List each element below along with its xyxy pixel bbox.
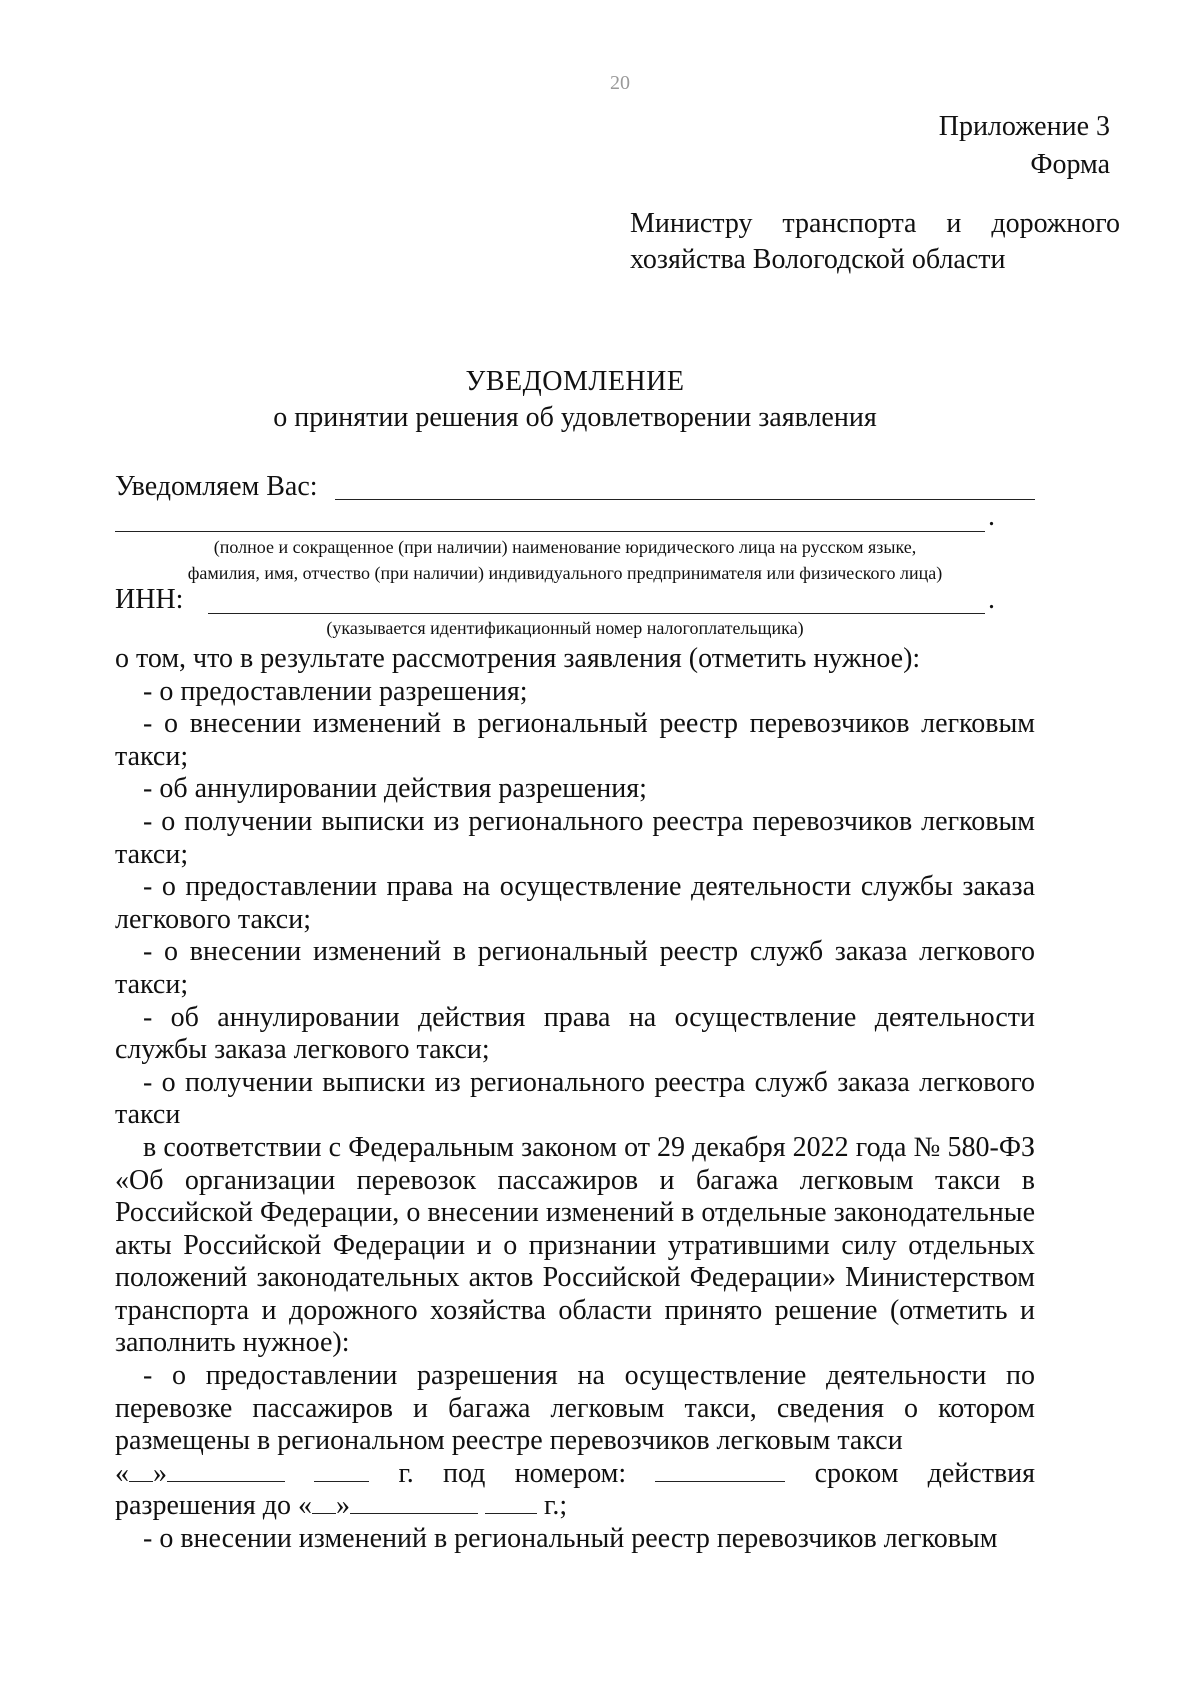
inn-caption: (указывается идентификационный номер налогоплательщика) <box>326 618 804 638</box>
notify-caption-line-2: фамилия, имя, отчество (при наличии) индивидуального предпринимателя или физического лица) <box>187 563 943 583</box>
document-subtitle: о принятии решения об удовлетворении заявления <box>273 402 877 433</box>
close-quote: » <box>153 1457 167 1489</box>
until-month-blank[interactable] <box>350 1491 478 1514</box>
annex-header <box>939 108 1110 184</box>
intro-paragraph: о том, что в результате рассмотрения заявления (отметить нужное): <box>115 643 921 674</box>
recipient-line-2: хозяйства Вологодской области <box>630 244 1006 275</box>
inn-blank-line[interactable] <box>208 583 985 614</box>
until-day-blank[interactable] <box>312 1491 336 1514</box>
list-item: - о предоставлении разрешения; <box>143 675 528 707</box>
year-label: г. <box>398 1457 414 1489</box>
until-label: разрешения до « <box>115 1490 312 1522</box>
recipient-block <box>630 206 1120 278</box>
decision-1-date-line <box>115 1458 1035 1491</box>
notify-label: Уведомляем Вас: <box>115 471 318 502</box>
body-text <box>115 643 1035 1556</box>
list-item: - о получении выписки из регионального реестра перевозчиков легковым такси; <box>115 805 1035 870</box>
form-label: Форма <box>1030 149 1110 180</box>
until-end: г.; <box>544 1490 568 1522</box>
day-blank[interactable] <box>129 1459 153 1482</box>
list-item: - о внесении изменений в региональный реестр перевозчиков легковым такси; <box>115 708 1035 772</box>
year-blank[interactable] <box>314 1459 369 1482</box>
notify-blank-line-2[interactable] <box>115 504 985 532</box>
list-item: - об аннулировании действия права на осуществление деятельности службы заказа легкового такси; <box>115 1001 1035 1066</box>
term-label: сроком действия <box>814 1457 1036 1489</box>
document-title: УВЕДОМЛЕНИЕ <box>465 366 685 397</box>
inn-label: ИНН: <box>115 584 184 615</box>
until-year-blank[interactable] <box>485 1491 537 1514</box>
list-item: - об аннулировании действия разрешения; <box>143 773 647 805</box>
list-item: - о предоставлении права на осуществление деятельности службы заказа легкового такси; <box>115 871 1035 935</box>
decision-2-paragraph: - о внесении изменений в региональный реестр перевозчиков легковым <box>143 1523 998 1555</box>
under-number-label: под номером: <box>442 1457 627 1489</box>
decision-1-paragraph: - о предоставлении разрешения на осуществление деятельности по перевозке пассажиров и багажа легковым такси, сведения о котором размещены в региональном реестре перевозчиков легковым такси <box>115 1360 1035 1457</box>
recipient-line-1: Министру транспорта и дорожного <box>630 208 1120 239</box>
list-item: - о внесении изменений в региональный реестр служб заказа легкового такси; <box>115 936 1035 1000</box>
decision-1-until-line <box>115 1490 1035 1523</box>
month-blank[interactable] <box>167 1459 285 1482</box>
list-item: - о получении выписки из регионального реестра служб заказа легкового такси <box>115 1066 1035 1131</box>
law-paragraph: в соответствии с Федеральным законом от 29 декабря 2022 года № 580-ФЗ «Об организации перевозок пассажиров и багажа легковым такси в Российской Федерации, о внесении изменений в отдельные законодательные акты Российской Федерации и о признании утратившими силу отдельных положений законодательных актов Российской Федерации» Министерством транспорта и дорожного хозяйства области принято решение (отметить и заполнить нужное): <box>115 1131 1035 1359</box>
inn-end-mark: . <box>988 584 995 615</box>
notify-caption-line-1: (полное и сокращенное (при наличии) наименование юридического лица на русском языке, <box>213 537 917 557</box>
notify-end-mark: . <box>988 501 995 532</box>
page-number: 20 <box>610 72 630 94</box>
number-blank[interactable] <box>655 1459 785 1482</box>
notify-blank-line-1[interactable] <box>335 470 1035 500</box>
open-quote: « <box>115 1457 129 1489</box>
annex-label: Приложение 3 <box>938 111 1110 142</box>
until-close-quote: » <box>336 1490 350 1522</box>
